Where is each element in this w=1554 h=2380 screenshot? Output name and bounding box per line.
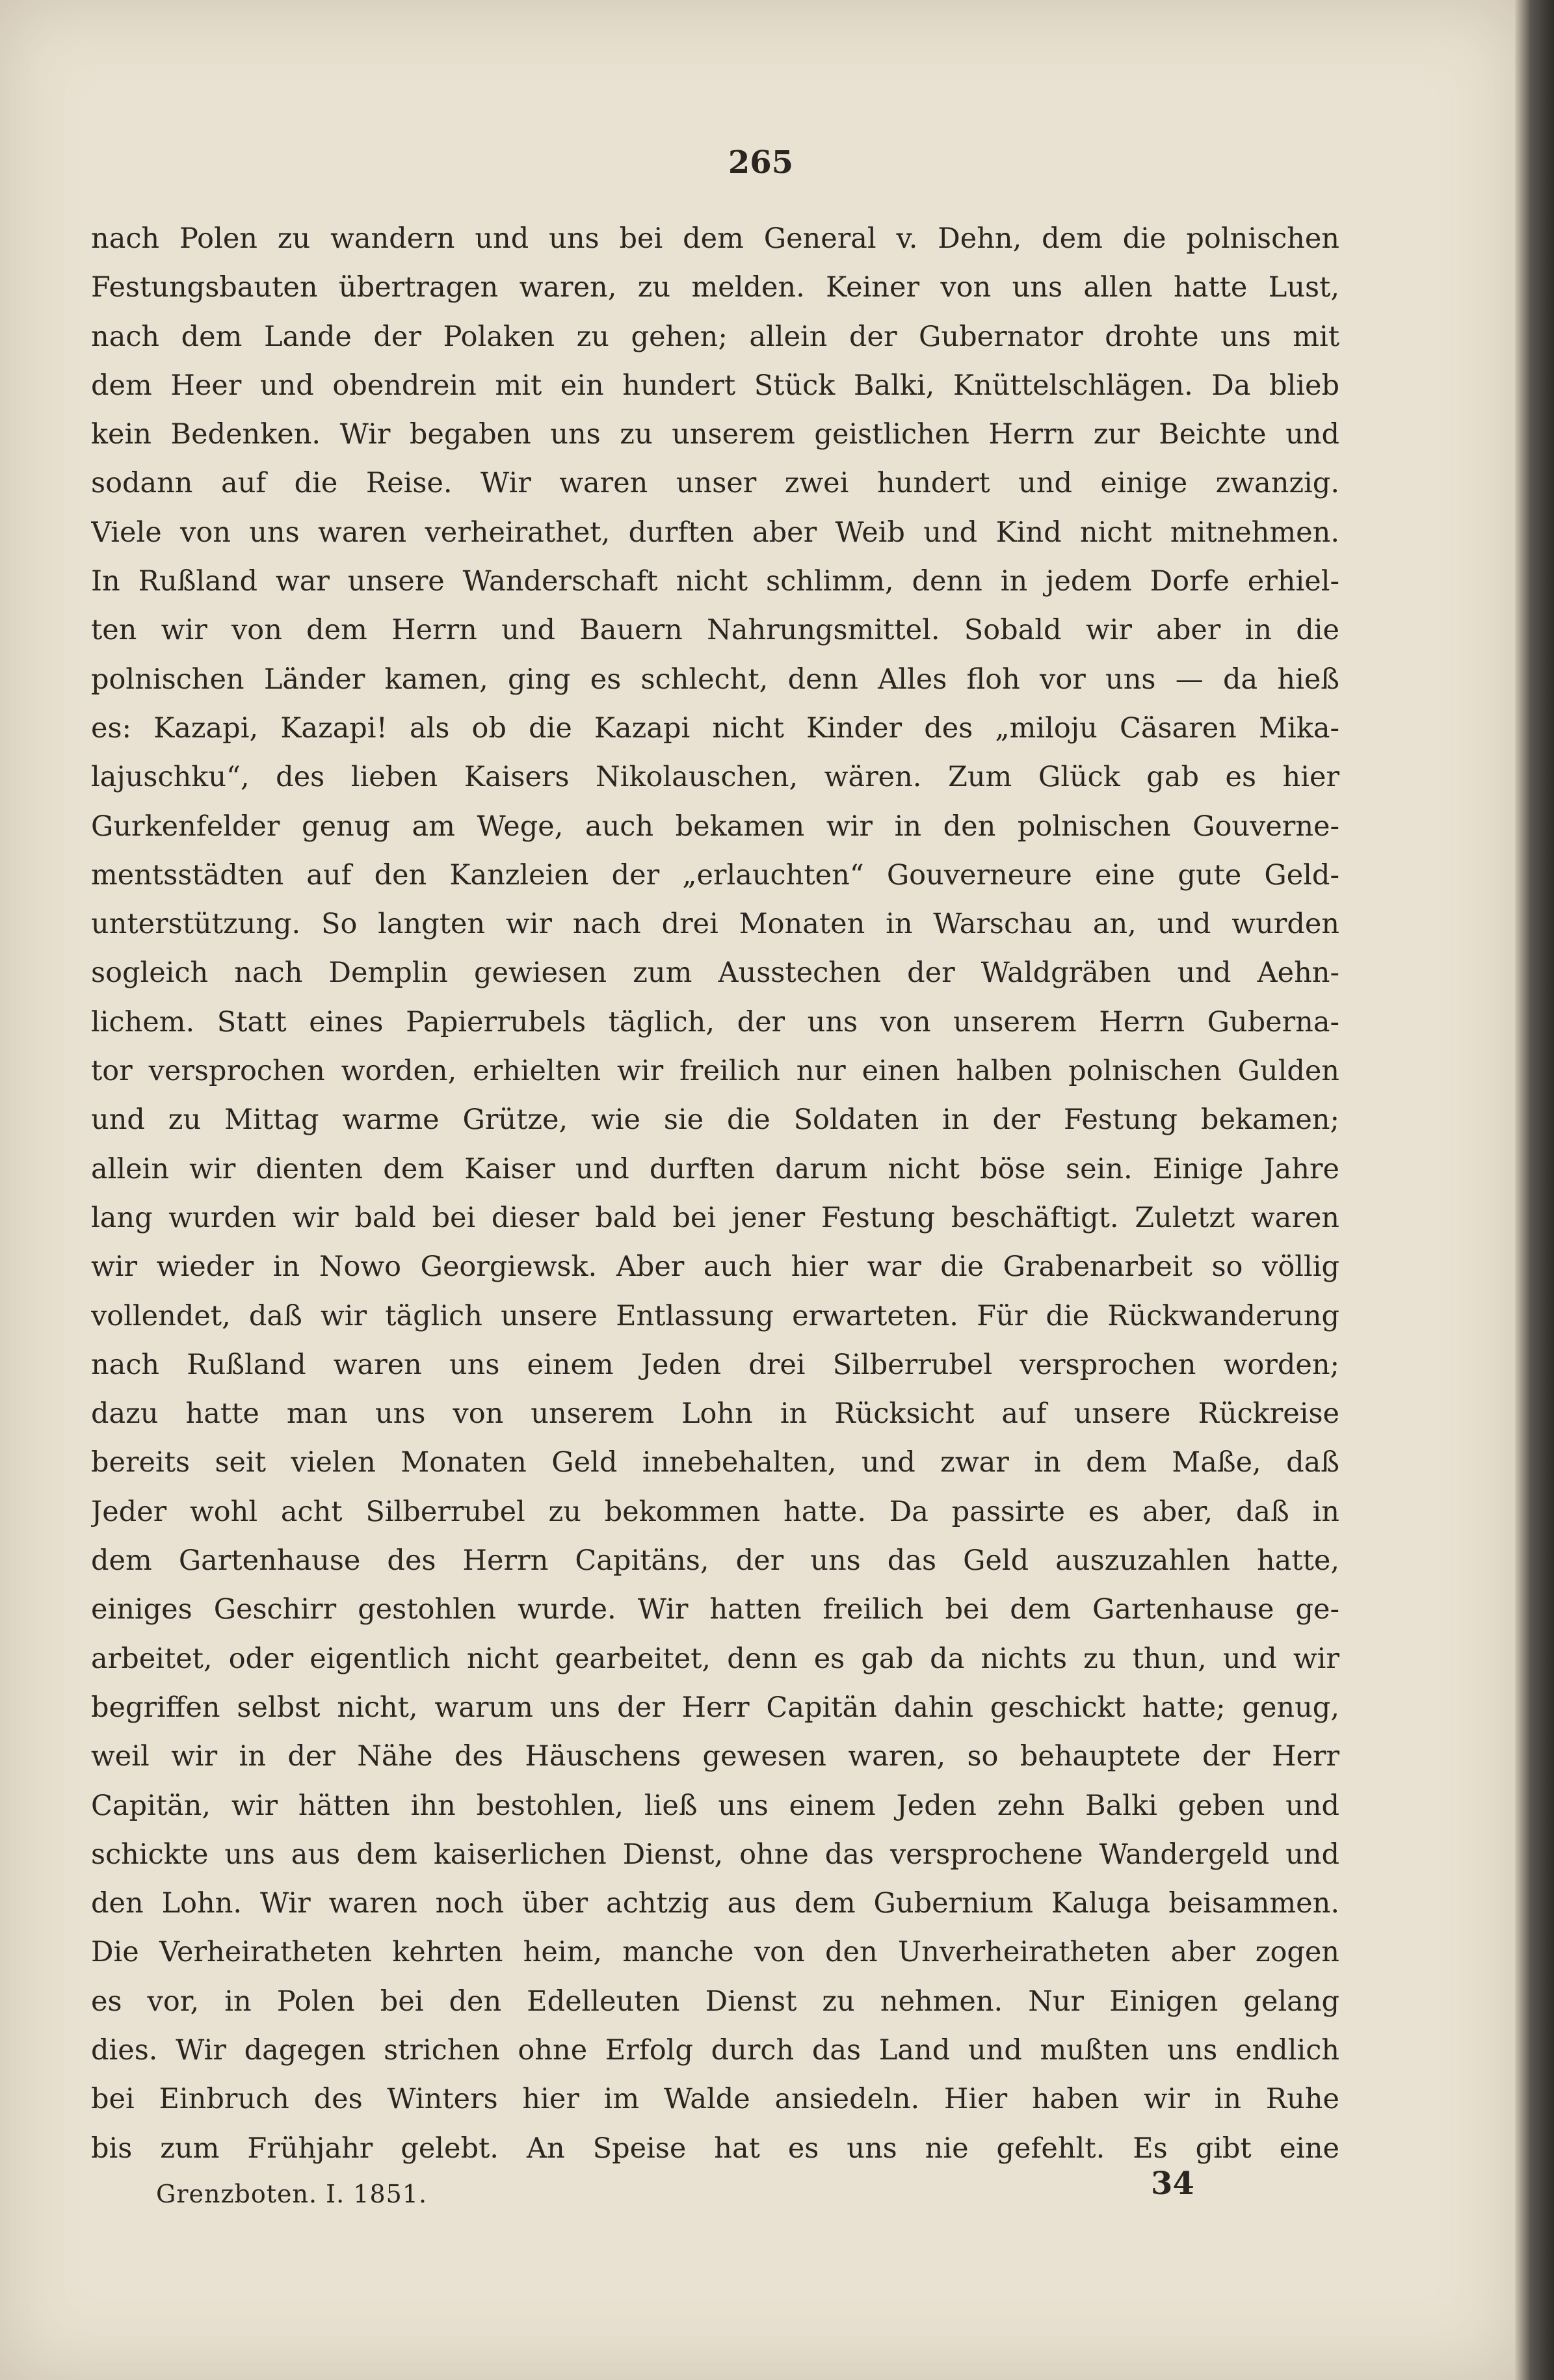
- text-line: unterstützung. So langten wir nach drei Monaten in Warschau an, und wurden: [91, 908, 1339, 941]
- scan-background-edge: [1515, 0, 1554, 2380]
- text-line: einiges Geschirr gestohlen wurde. Wir hatten freilich bei dem Gartenhause ge-: [91, 1593, 1339, 1626]
- text-line: Gurkenfelder genug am Wege, auch bekamen wir in den polnischen Gouverne-: [91, 810, 1339, 843]
- text-line: sodann auf die Reise. Wir waren unser zwei hundert und einige zwanzig.: [91, 467, 1339, 500]
- text-line: dem Gartenhause des Herrn Capitäns, der uns das Geld auszuzahlen hatte,: [91, 1544, 1339, 1578]
- text-line: allein wir dienten dem Kaiser und durften darum nicht böse sein. Einige Jahre: [91, 1152, 1339, 1185]
- text-line: tor versprochen worden, erhielten wir freilich nur einen halben polnischen Gulden: [91, 1055, 1339, 1088]
- text-line: Festungsbauten übertragen waren, zu melden. Keiner von uns allen hatte Lust,: [91, 271, 1339, 304]
- text-line: In Rußland war unsere Wanderschaft nicht schlimm, denn in jedem Dorfe erhiel-: [91, 565, 1339, 598]
- text-line: Jeder wohl acht Silberrubel zu bekommen hatte. Da passirte es aber, daß in: [91, 1495, 1339, 1528]
- footer-signature-number: 34: [1151, 2165, 1194, 2202]
- text-line: nach Rußland waren uns einem Jeden drei Silberrubel versprochen worden;: [91, 1348, 1339, 1381]
- text-line: arbeitet, oder eigentlich nicht gearbeitet, denn es gab da nichts zu thun, und wir: [91, 1642, 1339, 1675]
- text-line: nach dem Lande der Polaken zu gehen; allein der Gubernator drohte uns mit: [91, 320, 1339, 353]
- text-line: und zu Mittag warme Grütze, wie sie die Soldaten in der Festung bekamen;: [91, 1104, 1339, 1137]
- text-line: bereits seit vielen Monaten Geld innebehalten, und zwar in dem Maße, daß: [91, 1446, 1339, 1479]
- text-line: dazu hatte man uns von unserem Lohn in Rücksicht auf unsere Rückreise: [91, 1397, 1339, 1431]
- text-line: lang wurden wir bald bei dieser bald bei jener Festung beschäftigt. Zuletzt waren: [91, 1201, 1339, 1234]
- footer-journal-title: Grenzboten. I. 1851.: [156, 2180, 428, 2208]
- text-line: kein Bedenken. Wir begaben uns zu unserem geistlichen Herrn zur Beichte und: [91, 418, 1339, 451]
- text-line: ten wir von dem Herrn und Bauern Nahrungsmittel. Sobald wir aber in die: [91, 614, 1339, 647]
- text-line: bis zum Frühjahr gelebt. An Speise hat es uns nie gefehlt. Es gibt eine: [91, 2132, 1339, 2165]
- text-line: schickte uns aus dem kaiserlichen Dienst, ohne das versprochene Wandergeld und: [91, 1838, 1339, 1871]
- text-line: Capitän, wir hätten ihn bestohlen, ließ uns einem Jeden zehn Balki geben und: [91, 1789, 1339, 1822]
- text-line: nach Polen zu wandern und uns bei dem General v. Dehn, dem die polnischen: [91, 222, 1339, 255]
- page-number: 265: [728, 144, 794, 181]
- text-line: dem Heer und obendrein mit ein hundert Stück Balki, Knüttelschlägen. Da blieb: [91, 369, 1339, 402]
- text-line: begriffen selbst nicht, warum uns der Herr Capitän dahin geschickt hatte; genug,: [91, 1691, 1339, 1724]
- text-line: weil wir in der Nähe des Häuschens gewesen waren, so behauptete der Herr: [91, 1740, 1339, 1773]
- text-line: Die Verheiratheten kehrten heim, manche von den Unverheiratheten aber zogen: [91, 1936, 1339, 1969]
- text-line: lajuschku“, des lieben Kaisers Nikolauschen, wären. Zum Glück gab es hier: [91, 761, 1339, 794]
- text-line: sogleich nach Demplin gewiesen zum Ausstechen der Waldgräben und Aehn-: [91, 957, 1339, 990]
- text-line: mentsstädten auf den Kanzleien der „erlauchten“ Gouverneure eine gute Geld-: [91, 858, 1339, 892]
- text-line: bei Einbruch des Winters hier im Walde ansiedeln. Hier haben wir in Ruhe: [91, 2083, 1339, 2116]
- text-line: polnischen Länder kamen, ging es schlecht, denn Alles floh vor uns — da hieß: [91, 663, 1339, 696]
- text-line: es: Kazapi, Kazapi! als ob die Kazapi nicht Kinder des „miloju Cäsaren Mika-: [91, 711, 1339, 745]
- text-line: es vor, in Polen bei den Edelleuten Dienst zu nehmen. Nur Einigen gelang: [91, 1985, 1339, 2018]
- text-line: wir wieder in Nowo Georgiewsk. Aber auch hier war die Grabenarbeit so völlig: [91, 1250, 1339, 1284]
- text-line: dies. Wir dagegen strichen ohne Erfolg durch das Land und mußten uns endlich: [91, 2033, 1339, 2067]
- text-line: Viele von uns waren verheirathet, durften aber Weib und Kind nicht mitnehmen.: [91, 516, 1339, 549]
- text-line: den Lohn. Wir waren noch über achtzig aus dem Gubernium Kaluga beisammen.: [91, 1887, 1339, 1920]
- text-line: vollendet, daß wir täglich unsere Entlassung erwarteten. Für die Rückwanderung: [91, 1299, 1339, 1332]
- body-text: [91, 215, 1339, 2173]
- text-line: lichem. Statt eines Papierrubels täglich, der uns von unserem Herrn Guberna-: [91, 1005, 1339, 1038]
